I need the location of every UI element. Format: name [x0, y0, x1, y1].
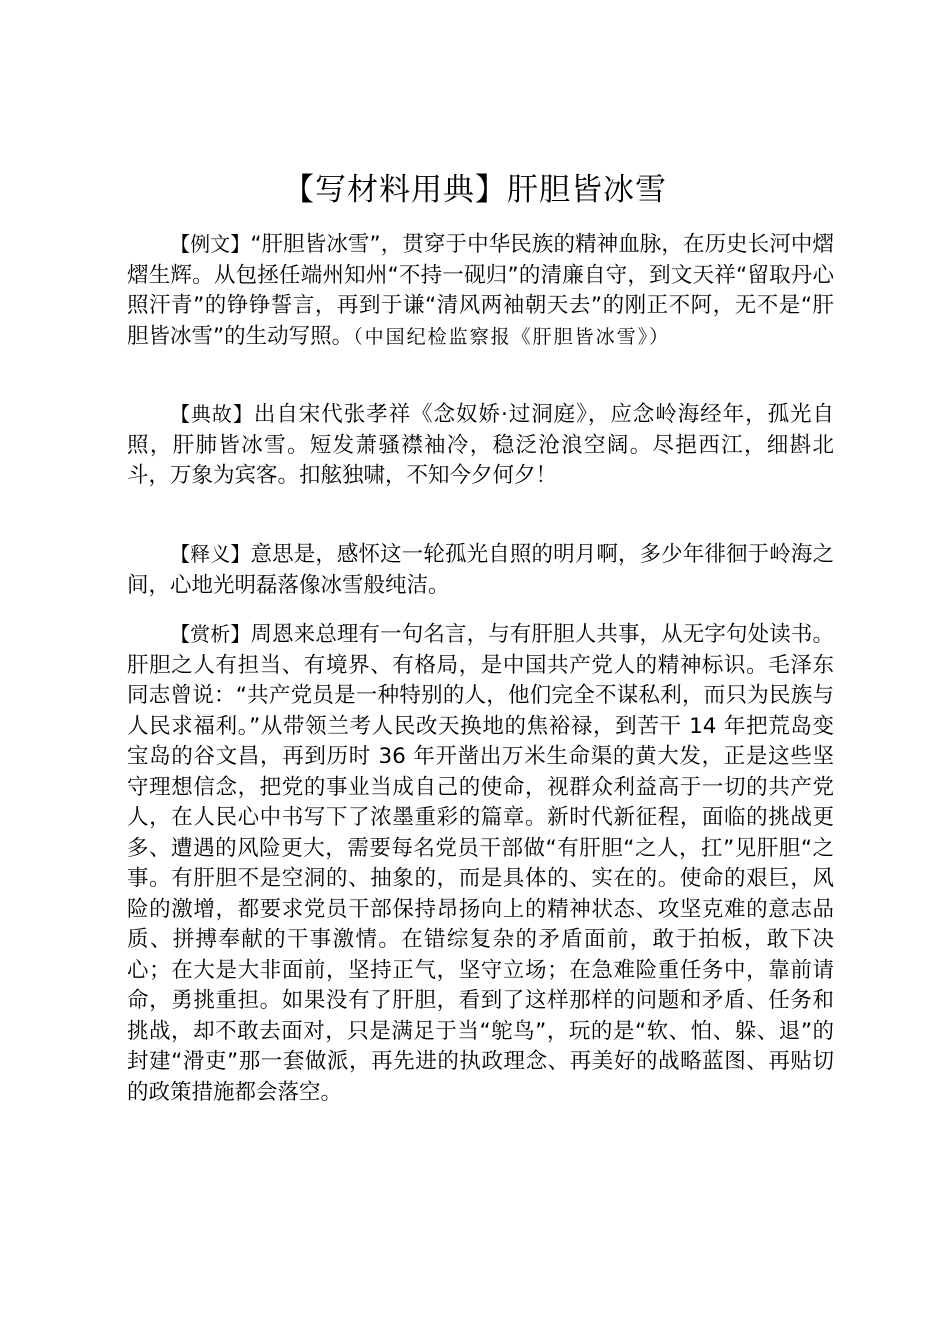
meaning-paragraph	[127, 539, 834, 601]
appreciation-text: 周恩来总理有一句名言，与有肝胆人共事，从无字句处读书。肝胆之人有担当、有境界、有格局，是中国共产党人的精神标识。毛泽东同志曾说：“共产党员是一种特别的人，他们完全不谋私利，而只为民族与人民求福利。”从带领兰考人民改天换地的焦裕禄，到苦干 14 年把荒岛变宝岛的谷文昌，再到历时 36 年开凿出万米生命渠的黄大发，正是这些坚守理想信念，把党的事业当成自己的使命，视群众利益高于一切的共产党人，在人民心中书写下了浓墨重彩的篇章。新时代新征程，面临的挑战更多、遭遇的风险更大，需要每名党员干部做“有肝胆“之人，扛”见肝胆“之事。有肝胆不是空洞的、抽象的，而是具体的、实在的。使命的艰巨，风险的激增，都要求党员干部保持昂扬向上的精神状态、攻坚克难的意志品质、拼搏奉献的干事激情。在错综复杂的矛盾面前，敢于拍板，敢下决心；在大是大非面前，坚持正气，坚守立场；在急难险重任务中，靠前请命，勇挑重担。如果没有了肝胆，看到了这样那样的问题和矛盾、任务和挑战，却不敢去面对，只是满足于当“鸵鸟”，玩的是“软、怕、躲、退”的封建“滑吏”那一套做派，再先进的执政理念、再美好的战略蓝图、再贴切的政策措施都会落空。	[127, 622, 834, 1105]
origin-paragraph	[127, 399, 834, 492]
meaning-tag: 【释义】	[170, 542, 251, 566]
example-tag: 【例文】	[170, 232, 251, 256]
meaning-text: 意思是，感怀这一轮孤光自照的明月啊，多少年徘徊于岭海之间，心地光明磊落像冰雪般纯洁。	[127, 542, 834, 598]
appreciation-paragraph	[127, 619, 834, 1108]
appreciation-tag: 【赏析】	[170, 622, 251, 646]
document-title: 【写材料用典】肝胆皆冰雪	[283, 172, 667, 208]
example-text: “肝胆皆冰雪”，贯穿于中华民族的精神血脉，在历史长河中熠熠生辉。从包拯任端州知州“不持一砚归”的清廉自守，到文天祥“留取丹心照汗青”的铮铮誓言，再到于谦“清风两袖朝天去”的刚正不阿，无不是“肝胆皆冰雪”的生动写照。	[127, 232, 835, 349]
origin-text: 出自宋代张孝祥《念奴娇·过洞庭》，应念岭海经年，孤光自照，肝肺皆冰雪。短发萧骚襟袖冷，稳泛沧浪空阔。尽挹西江，细斟北斗，万象为宾客。扣舷独啸，不知今夕何夕！	[127, 402, 834, 488]
example-source: （中国纪检监察报《肝胆皆冰雪》）	[353, 325, 671, 348]
example-paragraph	[127, 229, 834, 352]
origin-tag: 【典故】	[170, 402, 254, 426]
